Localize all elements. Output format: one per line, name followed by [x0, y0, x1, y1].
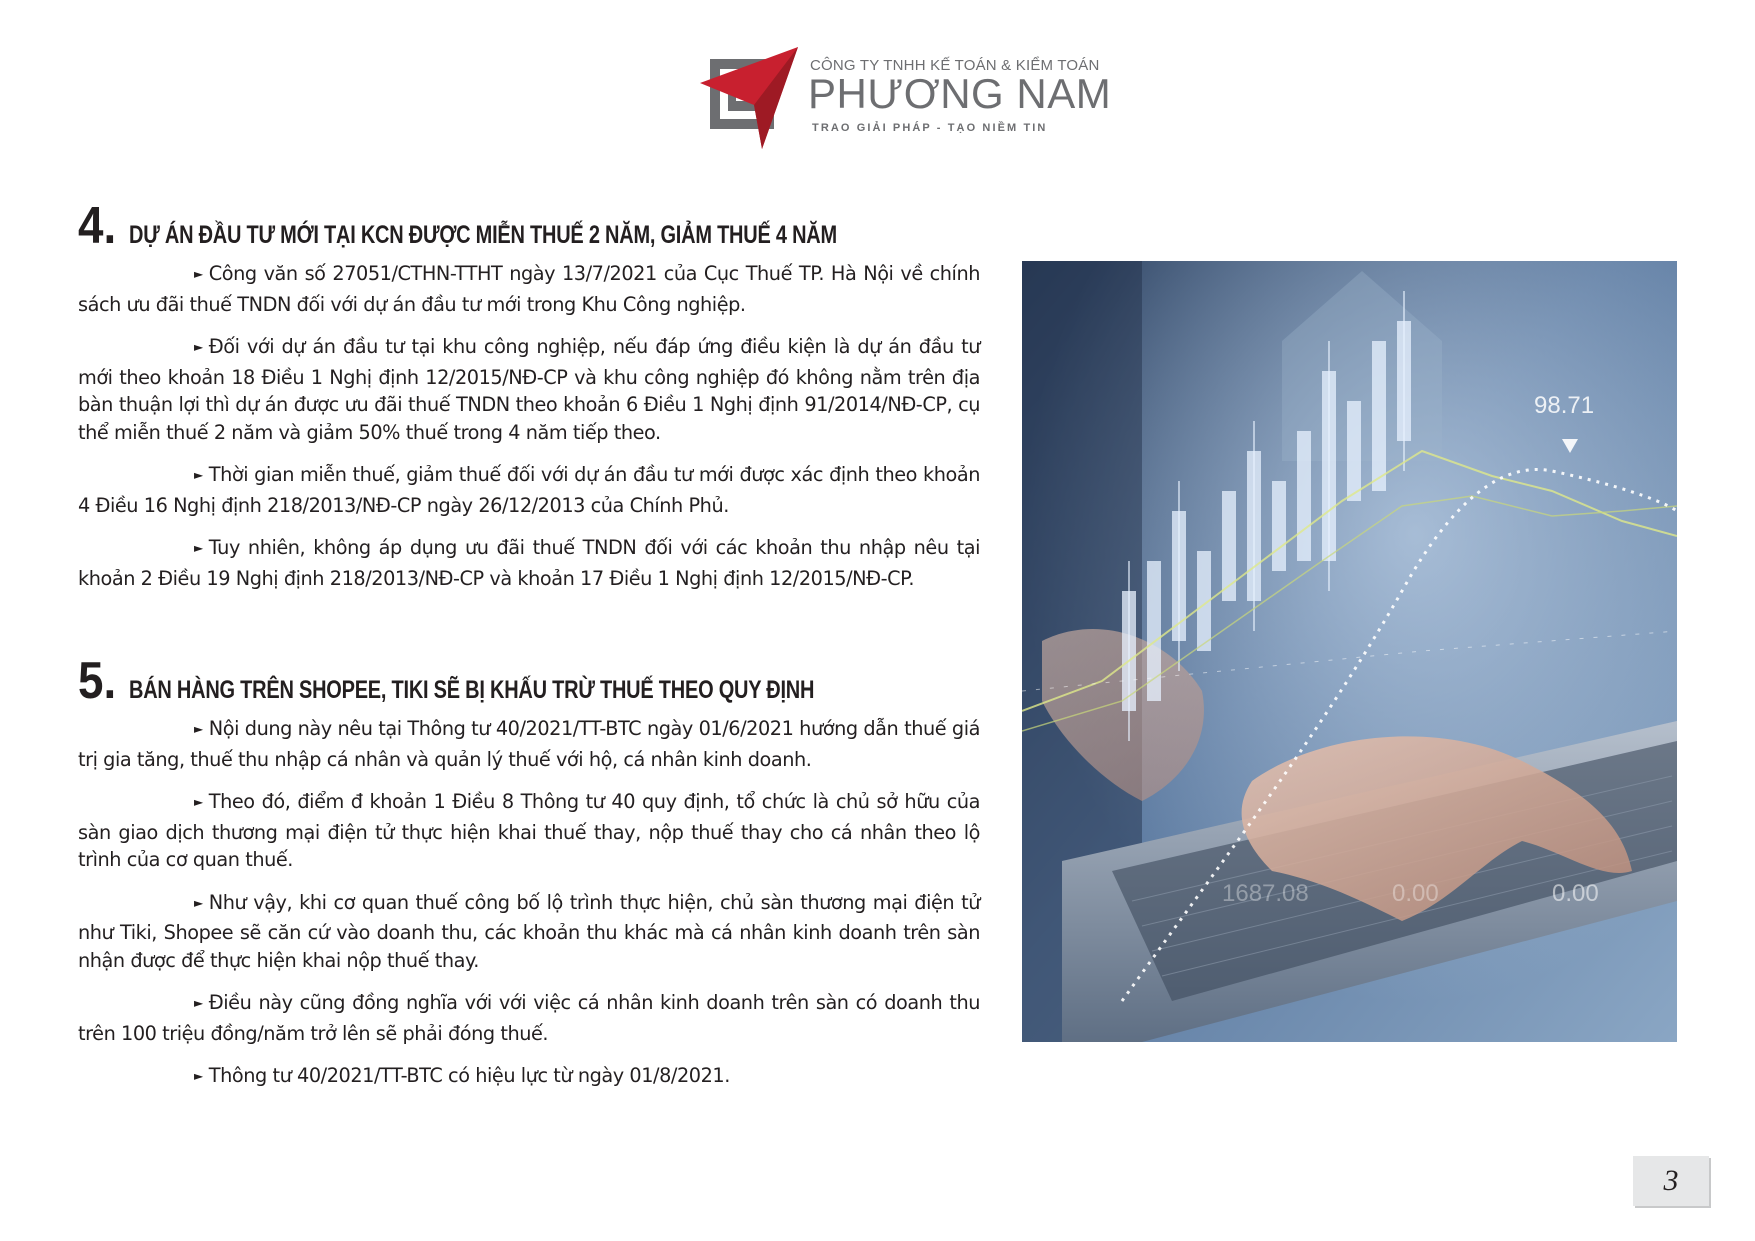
- paragraph-text: Nội dung này nêu tại Thông tư 40/2021/TT-BTC ngày 01/6/2021 hướng dẫn thuế giá trị gia tăng, thuế thu nhập cá nhân và quản lý thuế với hộ, cá nhân kinh doanh.: [78, 717, 980, 771]
- bullet-icon: ►: [194, 340, 203, 354]
- bullet-icon: ►: [194, 996, 203, 1010]
- photo-illustration: [1022, 261, 1677, 1042]
- company-slogan: TRAO GIẢI PHÁP - TẠO NIỀM TIN: [812, 122, 1048, 134]
- page-number-box: [1633, 1156, 1709, 1206]
- company-name: PHƯƠNG NAM: [808, 70, 1112, 117]
- company-logo: [700, 45, 1112, 155]
- faded-number: 0.00: [1392, 880, 1439, 907]
- section-heading: [78, 652, 980, 710]
- finance-laptop-photo: [1022, 261, 1677, 1042]
- paragraph-text: Thông tư 40/2021/TT-BTC có hiệu lực từ ngày 01/8/2021.: [208, 1064, 730, 1087]
- bullet-icon: ►: [194, 468, 203, 482]
- paragraph: [78, 889, 980, 975]
- section-5: [78, 652, 980, 1108]
- bullet-icon: ►: [194, 541, 203, 555]
- bullet-icon: ►: [194, 1069, 203, 1083]
- paragraph-text: Theo đó, điểm đ khoản 1 Điều 8 Thông tư 40 quy định, tổ chức là chủ sở hữu của sàn giao dịch thương mại điện tử thực hiện khai thuế thay, nộp thuế thay cho cá nhân theo lộ trình của cơ quan thuế.: [78, 790, 980, 871]
- paragraph: [78, 534, 980, 592]
- section-body: [78, 715, 980, 1093]
- company-type-text: CÔNG TY TNHH KẾ TOÁN & KIỂM TOÁN: [810, 57, 1100, 74]
- bullet-icon: ►: [194, 267, 203, 281]
- bullet-icon: ►: [194, 895, 203, 910]
- paragraph-text: Tuy nhiên, không áp dụng ưu đãi thuế TNDN đối với các khoản thu nhập nêu tại khoản 2 Điều 19 Nghị định 218/2013/NĐ-CP và khoản 17 Điều 1 Nghị định 12/2015/NĐ-CP.: [78, 536, 980, 590]
- logo-mark-icon: [700, 45, 800, 150]
- section-4: [78, 197, 980, 607]
- section-heading: [78, 197, 980, 255]
- paragraph-text: Điều này cũng đồng nghĩa với với việc cá nhân kinh doanh trên sàn có doanh thu trên 100 triệu đồng/năm trở lên sẽ phải đóng thuế.: [78, 991, 980, 1045]
- paragraph: [78, 989, 980, 1047]
- section-title: DỰ ÁN ĐẦU TƯ MỚI TẠI KCN ĐƯỢC MIỄN THUẾ 2 NĂM, GIẢM THUẾ 4 NĂM: [129, 221, 838, 249]
- faded-number: 0.00: [1552, 880, 1599, 907]
- bullet-icon: ►: [194, 795, 203, 809]
- paragraph-text: Công văn số 27051/CTHN-TTHT ngày 13/7/2021 của Cục Thuế TP. Hà Nội về chính sách ưu đãi thuế TNDN đối với dự án đầu tư mới trong Khu Công nghiệp.: [78, 262, 980, 316]
- bullet-icon: ►: [194, 722, 203, 736]
- paragraph: [78, 461, 980, 519]
- page-number: 3: [1663, 1164, 1679, 1197]
- faded-number: 1687.08: [1222, 880, 1309, 907]
- paragraph: [78, 260, 980, 318]
- paragraph-text: Thời gian miễn thuế, giảm thuế đối với dự án đầu tư mới được xác định theo khoản 4 Điều 16 Nghị định 218/2013/NĐ-CP ngày 26/12/2013 của Chính Phủ.: [78, 463, 980, 517]
- paragraph: [78, 1062, 980, 1093]
- paragraph: [78, 333, 980, 446]
- chart-value-label: 98.71: [1534, 392, 1595, 419]
- paragraph-text: Như vậy, khi cơ quan thuế công bố lộ trình thực hiện, chủ sàn thương mại điện tử như Tiki, Shopee sẽ căn cứ vào doanh thu, các khoản thu khác mà cá nhân kinh doanh trên sàn nhận được để thực hiện khai nộp thuế thay.: [78, 890, 980, 972]
- paragraph-text: Đối với dự án đầu tư tại khu công nghiệp, nếu đáp ứng điều kiện là dự án đầu tư mới theo khoản 18 Điều 1 Nghị định 12/2015/NĐ-CP và khu công nghiệp đó không nằm trên địa bàn thuận lợi thì dự án được ưu đãi thuế TNDN theo khoản 6 Điều 1 Nghị định 91/2014/NĐ-CP, cụ thể miễn thuế 2 năm và giảm 50% thuế trong 4 năm tiếp theo.: [78, 335, 980, 444]
- section-body: [78, 260, 980, 592]
- section-title: BÁN HÀNG TRÊN SHOPEE, TIKI SẼ BỊ KHẤU TRỪ THUẾ THEO QUY ĐỊNH: [129, 676, 815, 704]
- paragraph: [78, 788, 980, 874]
- section-number: 4.: [78, 197, 117, 255]
- paragraph: [78, 715, 980, 773]
- section-number: 5.: [78, 652, 117, 710]
